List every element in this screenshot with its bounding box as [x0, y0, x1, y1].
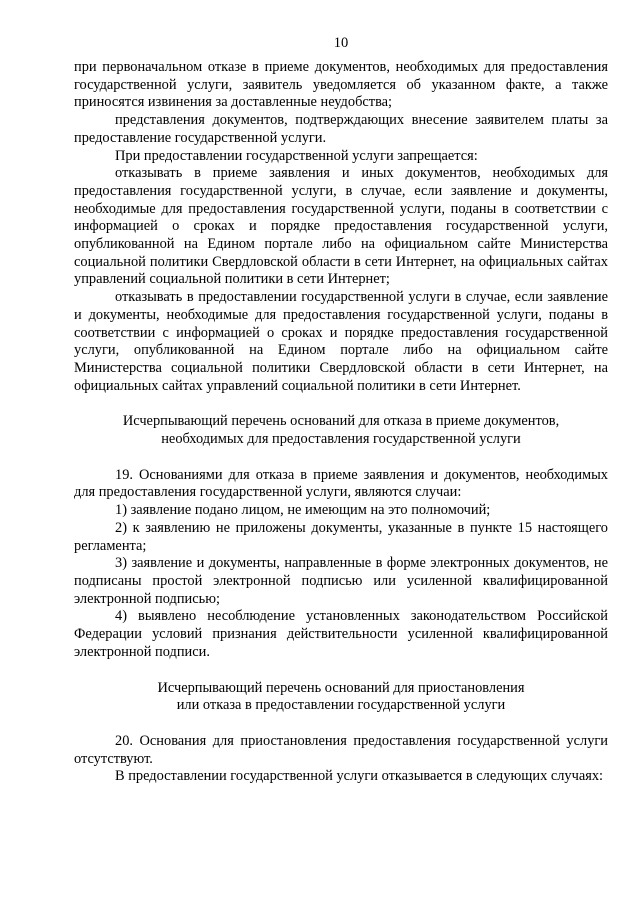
paragraph: при первоначальном отказе в приеме документов, необходимых для предоставления государственной услуги, заявитель уведомляется об указанном факте, а также приносятся извинения за доставленные неудобства;: [74, 59, 608, 111]
heading-line: Исчерпывающий перечень оснований для приостановления: [157, 679, 525, 696]
list-item: 1) заявление подано лицом, не имеющим на это полномочий;: [115, 502, 491, 519]
section-heading: [74, 680, 608, 715]
paragraph: 20. Основания для приостановления предоставления государственной услуги отсутствуют.: [74, 732, 608, 767]
list-item: 2) к заявлению не приложены документы, указанные в пункте 15 настоящего регламента;: [74, 519, 608, 554]
section-heading: [74, 413, 608, 448]
paragraph: отказывать в приеме заявления и иных документов, необходимых для предоставления государственной услуги, в случае, если заявление и документы, необходимые для предоставления государственной услуги, поданы в соответствии с информацией о сроках и порядке предоставления государственной услуги, опубликованной на Едином портале либо на официальном сайте Министерства социальной политики Свердловской области в сети Интернет, на официальных сайтах управлений социальной политики в сети Интернет;: [74, 165, 608, 288]
paragraph: отказывать в предоставлении государственной услуги в случае, если заявление и документы, необходимые для предоставления государственной услуги, поданы в соответствии с информацией о сроках и порядке предоставления государственной услуги, опубликованной на Едином портале либо на официальном сайте Министерства социальной политики Свердловской области в сети Интернет, на официальных сайтах управлений социальной политики в сети Интернет.: [74, 289, 608, 394]
paragraph: 19. Основаниями для отказа в приеме заявления и документов, необходимых для предоставления государственной услуги, являются случаи:: [74, 466, 608, 501]
heading-line: Исчерпывающий перечень оснований для отказа в приеме документов,: [122, 413, 560, 430]
paragraph: представления документов, подтверждающих внесение заявителем платы за предоставление государственной услуги.: [74, 112, 608, 146]
list-item: 3) заявление и документы, направленные в форме электронных документов, не подписаны простой электронной подписью или усиленной квалифицированной электронной подписью;: [74, 555, 608, 607]
document-body: [74, 59, 608, 786]
paragraph: При предоставлении государственной услуги запрещается:: [115, 147, 478, 164]
heading-line: или отказа в предоставлении государственной услуги: [176, 697, 506, 714]
paragraph: В предоставлении государственной услуги отказывается в следующих случаях:: [115, 768, 604, 785]
heading-line: необходимых для предоставления государственной услуги: [161, 431, 521, 448]
page-number: 10: [333, 35, 349, 51]
list-item: 4) выявлено несоблюдение установленных законодательством Российской Федерации условий признания действительности усиленной квалифицированной электронной подписи.: [74, 608, 608, 660]
